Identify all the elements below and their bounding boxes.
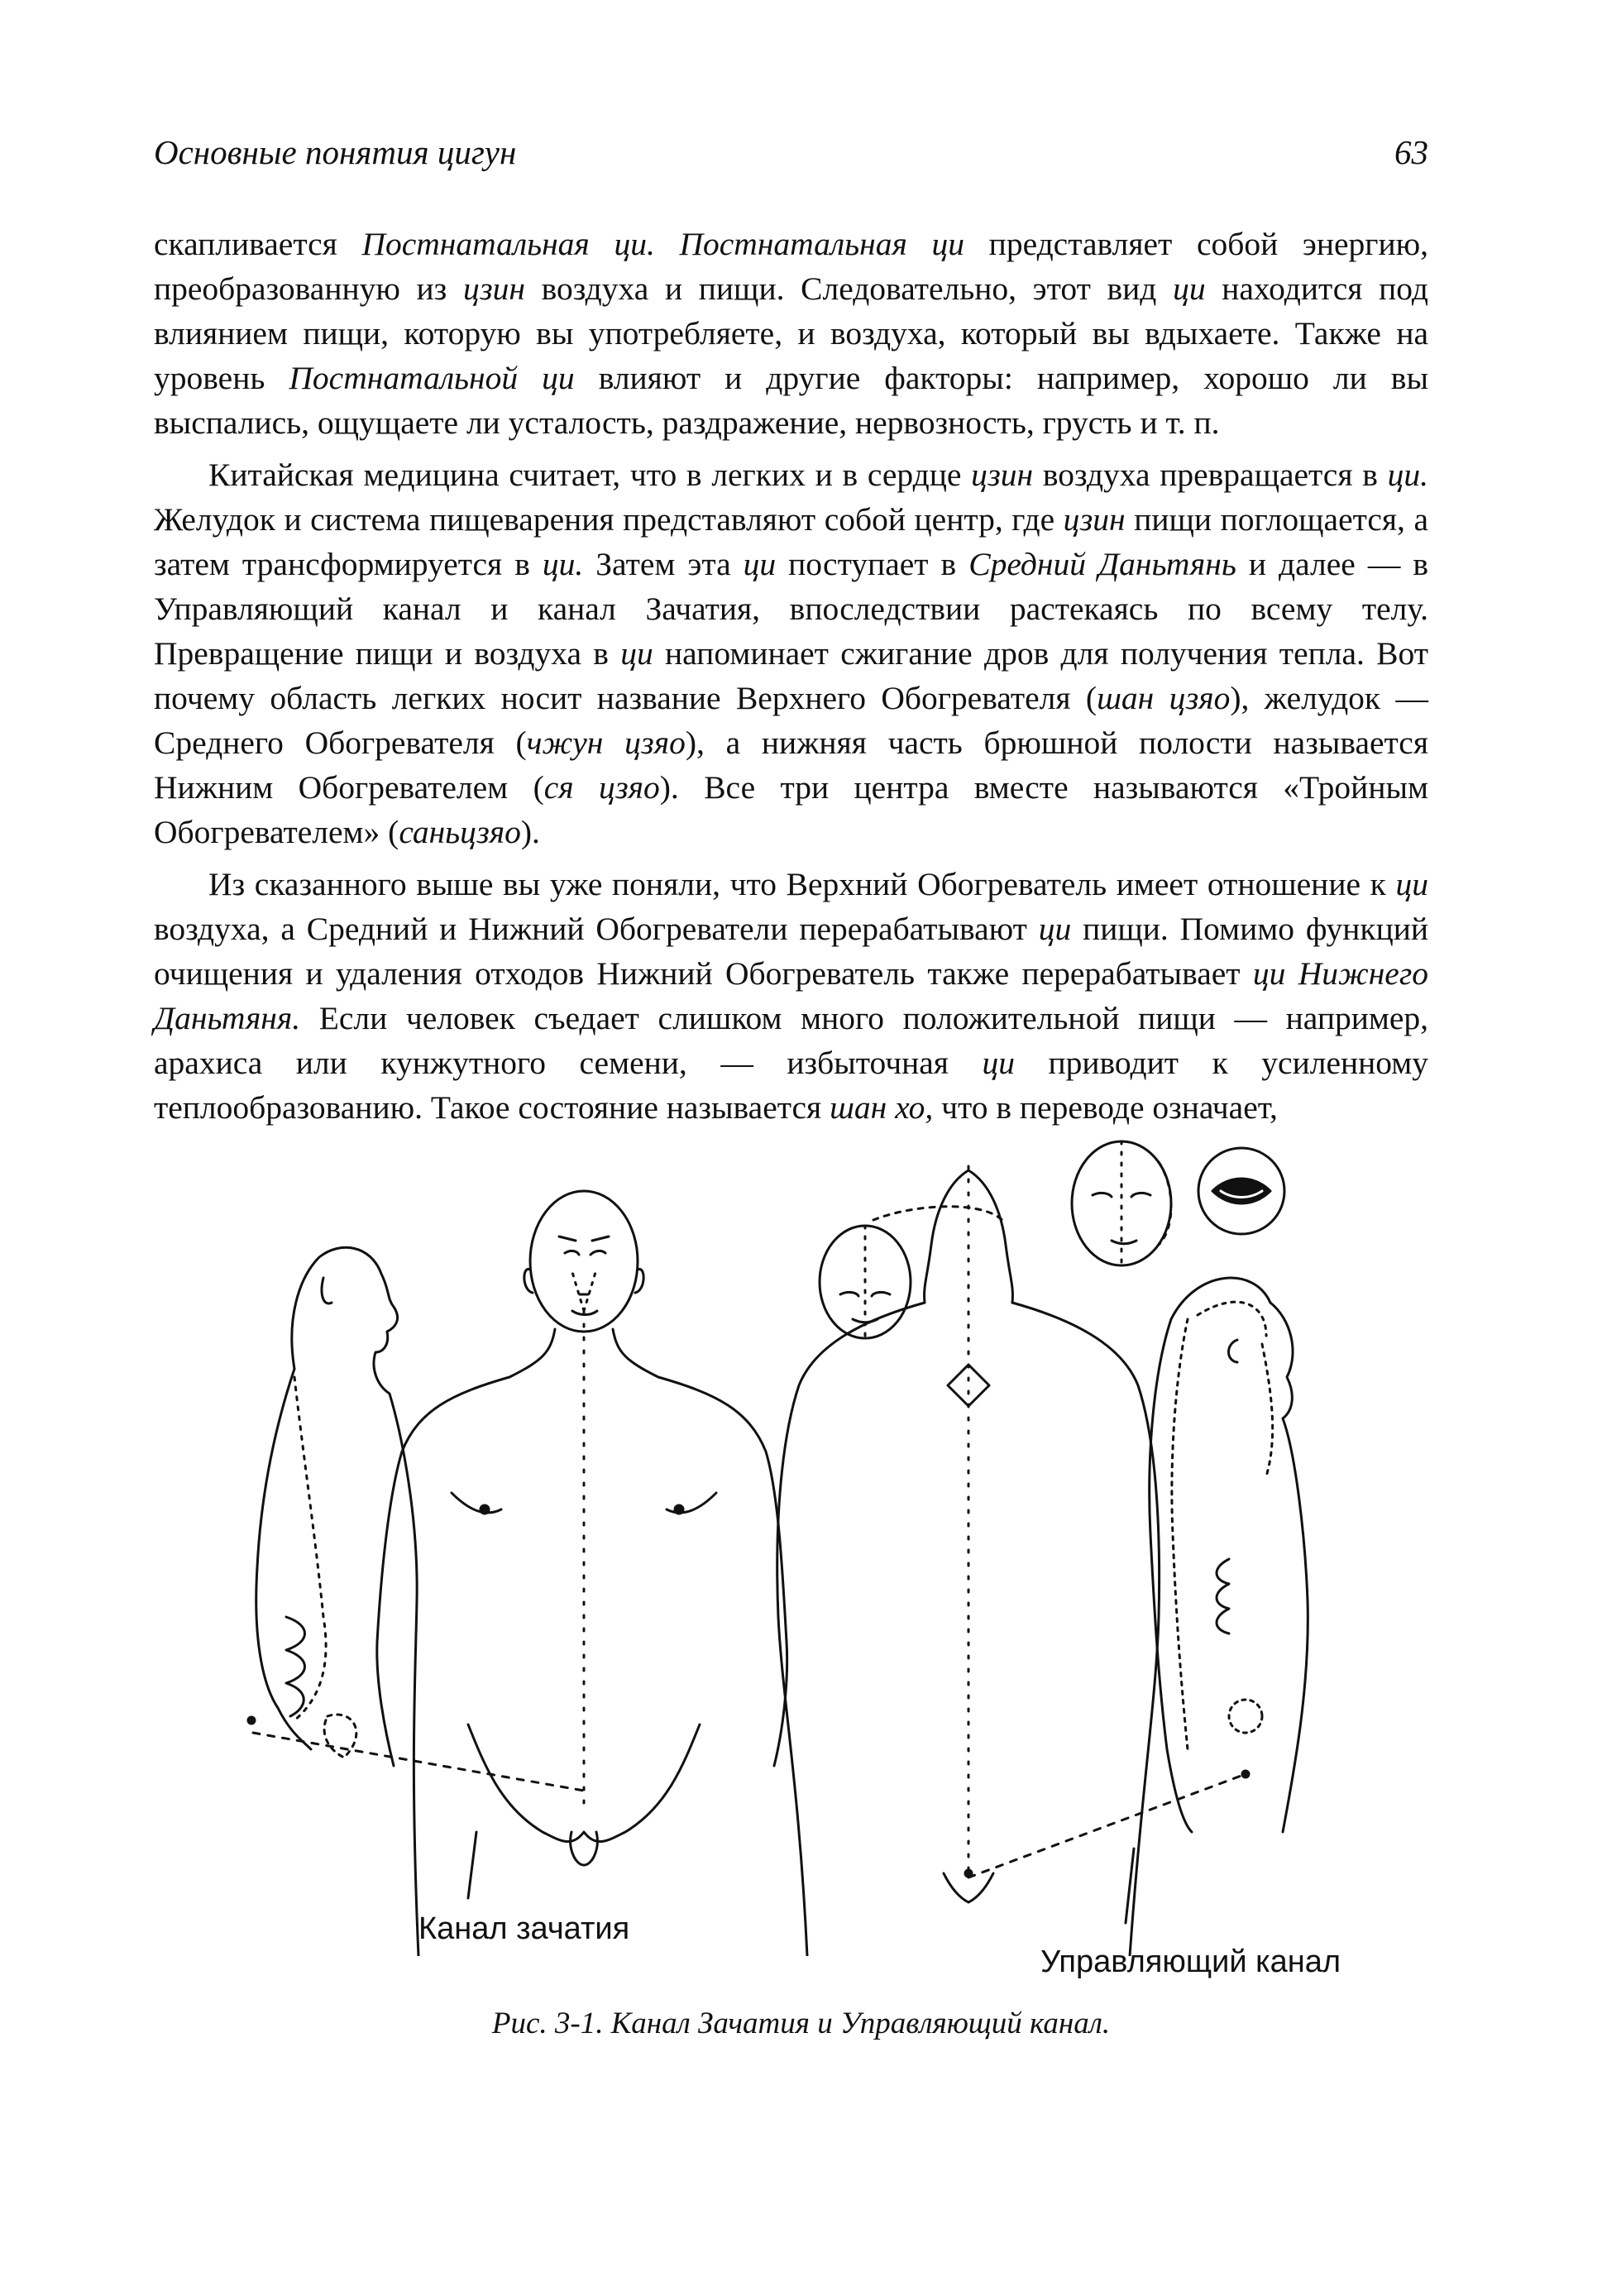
text-run: воздуха и пищи. Следовательно, этот вид [524,270,1174,307]
figure-channels [154,1104,1444,1979]
italic-term: ся цзяо [543,769,660,806]
text-run: скапливается [154,226,362,262]
text-run: ), желудок — Среднего Обогревателя ( [154,680,1428,761]
paragraph-3 [154,862,1428,1130]
text-run: ), а нижняя часть брюшной полости называется Нижним Обогревателем ( [154,725,1429,806]
text-run: пищи. Помимо функций очищения и удаления отходов Нижний Обогреватель также перерабатывает [154,911,1428,992]
text-run: ). Все три центра вместе называются «Тройным Обогревателем» ( [154,769,1428,850]
text-run: пищи поглощается, а затем трансформируется в [154,501,1428,582]
text-run: воздуха, а Средний и Нижний Обогреватели перерабатывают [154,911,1039,947]
text-run: приводит к усиленному теплообразованию. Такое состояние называется [154,1045,1428,1126]
page-number: 63 [1394,133,1428,171]
figure-caption: Рис. 3-1. Канал Зачатия и Управляющий канал. [491,2007,1111,2040]
text-run: напоминает сжигание дров для получения тепла. Вот почему область легких носит название Верхнего Обогревателя ( [154,635,1428,716]
text-run: представляет собой энергию, преобразованную из [154,226,1428,307]
text-run: Затем эта [583,546,744,582]
front-figure [377,1191,787,1865]
italic-term: ци. [542,546,584,582]
italic-term: ци [1038,911,1072,947]
italic-term: Средний Даньтянь [968,546,1236,582]
text-run: находится под влиянием пищи, которую вы употребляете, и воздуха, который вы вдыхаете. Также на уровень [154,270,1428,396]
label-conception-vessel: Канал зачатия [418,1911,630,1946]
label-governing-vessel: Управляющий канал [1040,1944,1341,1979]
text-run: влияют и другие факторы: например, хорошо ли вы выспались, ощущаете ли усталость, раздражение, нервозность, грусть и т. п. [154,360,1428,441]
side-figure-left [248,1247,418,1956]
side-figure-right [1072,1141,1308,1832]
italic-term: ци [1173,270,1206,307]
text-run: Китайская медицина считает, что в легких и в сердце [208,457,972,493]
text-run: и далее — в Управляющий канал и канал Зачатия, впоследствии растекаясь по всему телу. Превращение пищи и воздуха в [154,546,1428,672]
italic-term: ци [1395,866,1428,902]
connector-right [968,1774,1246,1877]
italic-term: цзин [1063,501,1126,538]
back-figure [777,1166,1160,1956]
italic-term: Постнатальная ци [679,226,965,262]
italic-term: ци. [1387,457,1428,493]
channels-illustration [154,1104,1444,1956]
italic-term: ци Нижнего Даньтяня. [154,955,1429,1036]
italic-term: цзин [462,270,525,307]
italic-term: чжун цзяо [526,725,686,761]
text-run: поступает в [776,546,969,582]
running-header [154,132,1428,182]
text-run: ). [520,814,540,850]
label-line-left [468,1832,476,1898]
italic-term: ци [620,635,653,672]
italic-term: шан хо, [830,1089,934,1126]
text-run [655,226,680,262]
italic-term: ци [743,546,777,582]
paragraph-1 [154,222,1428,445]
paragraph-2 [154,452,1428,854]
text-run: воздуха превращается в [1033,457,1388,493]
text-run: что в переводе означает, [933,1089,1278,1126]
italic-term: цзин [971,457,1034,493]
body-text [154,222,1428,1137]
italic-term: шан цзяо [1097,680,1231,716]
text-run: Желудок и система пищеварения представляют собой центр, где [154,501,1064,538]
italic-term: саньцзяо [399,814,521,850]
text-run: Если человек съедает слишком много положительной пищи — например, арахиса или кунжутного семени, — избыточная [154,1000,1428,1081]
connector-left [253,1733,584,1791]
text-run: Из сказанного выше вы уже поняли, что Верхний Обогреватель имеет отношение к [208,866,1396,902]
chapter-title: Основные понятия цигун [154,133,517,171]
italic-term: ци [982,1045,1015,1081]
italic-term: Постнатальная ци. [361,226,655,262]
italic-term: Постнатальной ци [289,360,575,396]
